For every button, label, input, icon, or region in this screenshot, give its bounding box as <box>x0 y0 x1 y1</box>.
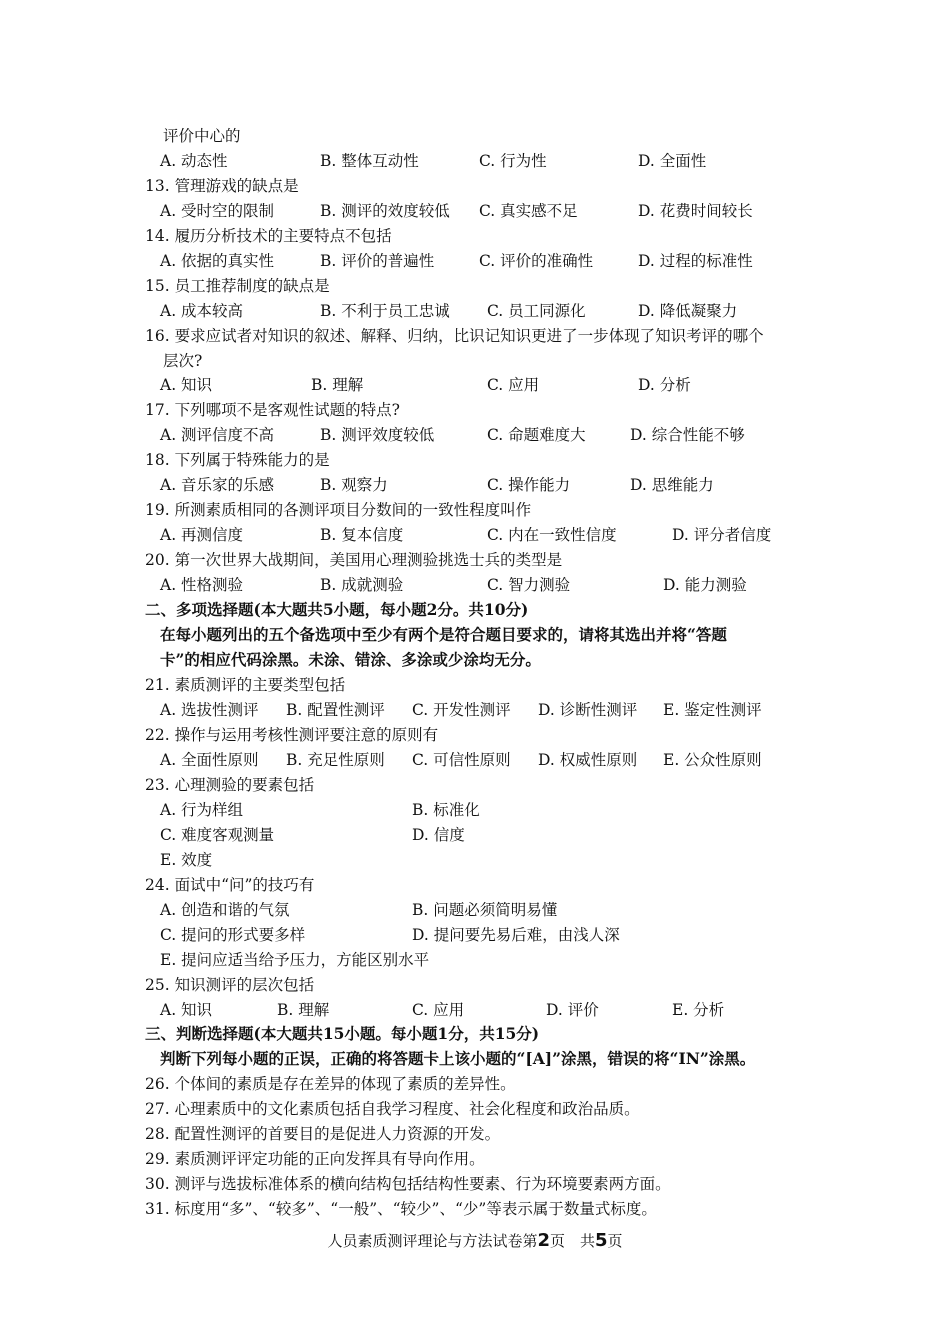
question-24: 24. 面试中“问”的技巧有 <box>145 876 315 894</box>
q15-option-c: C. 员工同源化 <box>487 302 586 320</box>
q15-option-b: B. 不利于员工忠诚 <box>320 302 450 320</box>
question-18: 18. 下列属于特殊能力的是 <box>145 451 330 469</box>
q20-option-a: A. 性格测验 <box>160 576 244 594</box>
q25-option-a: A. 知识 <box>160 1001 213 1019</box>
question-31: 31. 标度用“多”、“较多”、“一般”、“较少”、“少”等表示属于数量式标度。 <box>145 1200 657 1218</box>
question-27: 27. 心理素质中的文化素质包括自我学习程度、社会化程度和政治品质。 <box>145 1100 640 1118</box>
question-16: 16. 要求应试者对知识的叙述、解释、归纳，比识记知识更进了一步体现了知识考评的哪个 <box>145 327 764 345</box>
q17-option-c: C. 命题难度大 <box>487 426 586 444</box>
q13-option-b: B. 测评的效度较低 <box>320 202 450 220</box>
q24-option-c: C. 提问的形式要多样 <box>160 926 306 944</box>
q19-option-b: B. 复本信度 <box>320 526 404 544</box>
q13-option-a: A. 受时空的限制 <box>160 202 275 220</box>
q18-option-a: A. 音乐家的乐感 <box>160 476 275 494</box>
q23-option-d: D. 信度 <box>412 826 465 844</box>
question-13: 13. 管理游戏的缺点是 <box>145 177 299 195</box>
question-21: 21. 素质测评的主要类型包括 <box>145 676 346 694</box>
q14-option-b: B. 评价的普遍性 <box>320 252 435 270</box>
q21-option-b: B. 配置性测评 <box>286 701 385 719</box>
q20-option-b: B. 成就测验 <box>320 576 404 594</box>
q16-option-d: D. 分析 <box>638 376 691 394</box>
section-2-instruction: 在每小题列出的五个备选项中至少有两个是符合题目要求的，请将其选出并将“答题 <box>160 625 727 644</box>
question-28: 28. 配置性测评的首要目的是促进人力资源的开发。 <box>145 1125 501 1143</box>
q23-option-e: E. 效度 <box>160 851 213 869</box>
q24-option-e: E. 提问应适当给予压力，方能区别水平 <box>160 951 430 969</box>
q17-option-d: D. 综合性能不够 <box>630 426 745 444</box>
page-footer <box>0 1230 950 1252</box>
q24-option-a: A. 创造和谐的气氛 <box>160 901 290 919</box>
q12-option-c: C. 行为性 <box>479 152 547 170</box>
q24-option-d: D. 提问要先易后难，由浅人深 <box>412 926 620 944</box>
q12-option-d: D. 全面性 <box>638 152 707 170</box>
q22-option-a: A. 全面性原则 <box>160 751 259 769</box>
q15-option-a: A. 成本较高 <box>160 302 244 320</box>
q17-option-b: B. 测评效度较低 <box>320 426 435 444</box>
q25-option-b: B. 理解 <box>277 1001 330 1019</box>
q22-option-c: C. 可信性原则 <box>412 751 511 769</box>
q18-option-d: D. 思维能力 <box>630 476 714 494</box>
question-26: 26. 个体间的素质是存在差异的体现了素质的差异性。 <box>145 1075 516 1093</box>
footer-total-pages: 5 <box>595 1230 608 1251</box>
q23-option-b: B. 标准化 <box>412 801 480 819</box>
section-2-heading: 二、多项选择题(本大题共5小题，每小题2分。共10分) <box>145 600 529 619</box>
q14-option-c: C. 评价的准确性 <box>479 252 594 270</box>
q22-option-e: E. 公众性原则 <box>663 751 762 769</box>
footer-mid: 页 共 <box>549 1232 595 1250</box>
question-15: 15. 员工推荐制度的缺点是 <box>145 277 330 295</box>
q13-option-c: C. 真实感不足 <box>479 202 578 220</box>
question-30: 30. 测评与选拔标准体系的横向结构包括结构性要素、行为环境要素两方面。 <box>145 1175 671 1193</box>
q18-option-b: B. 观察力 <box>320 476 388 494</box>
q12-option-b: B. 整体互动性 <box>320 152 419 170</box>
question-23: 23. 心理测验的要素包括 <box>145 776 315 794</box>
q14-option-a: A. 依据的真实性 <box>160 252 275 270</box>
q22-option-b: B. 充足性原则 <box>286 751 385 769</box>
question-22: 22. 操作与运用考核性测评要注意的原则有 <box>145 726 439 744</box>
q25-option-d: D. 评价 <box>546 1001 599 1019</box>
footer-page-number: 2 <box>537 1230 550 1251</box>
q16-option-c: C. 应用 <box>487 376 540 394</box>
question-20: 20. 第一次世界大战期间，美国用心理测验挑选士兵的类型是 <box>145 551 563 569</box>
q21-option-a: A. 选拔性测评 <box>160 701 259 719</box>
q22-option-d: D. 权威性原则 <box>538 751 638 769</box>
section-3-instruction: 判断下列每小题的正误，正确的将答题卡上该小题的“[A]”涂黑，错误的将“IN”涂黑。 <box>160 1049 756 1068</box>
q19-option-c: C. 内在一致性信度 <box>487 526 617 544</box>
q21-option-c: C. 开发性测评 <box>412 701 511 719</box>
q16-option-a: A. 知识 <box>160 376 213 394</box>
question-19: 19. 所测素质相同的各测评项目分数间的一致性程度叫作 <box>145 501 532 519</box>
q16-option-b: B. 理解 <box>311 376 364 394</box>
q24-option-b: B. 问题必须简明易懂 <box>412 901 558 919</box>
question-16-cont: 层次? <box>163 352 203 370</box>
question-29: 29. 素质测评评定功能的正向发挥具有导向作用。 <box>145 1150 485 1168</box>
question-25: 25. 知识测评的层次包括 <box>145 976 315 994</box>
question-12-stem-tail: 评价中心的 <box>163 127 241 145</box>
q19-option-a: A. 再测信度 <box>160 526 244 544</box>
footer-suffix: 页 <box>607 1232 623 1250</box>
q23-option-a: A. 行为样组 <box>160 801 244 819</box>
q19-option-d: D. 评分者信度 <box>672 526 772 544</box>
q15-option-d: D. 降低凝聚力 <box>638 302 738 320</box>
q21-option-d: D. 诊断性测评 <box>538 701 638 719</box>
q21-option-e: E. 鉴定性测评 <box>663 701 762 719</box>
q23-option-c: C. 难度客观测量 <box>160 826 275 844</box>
section-2-instruction-cont: 卡”的相应代码涂黑。未涂、错涂、多涂或少涂均无分。 <box>160 650 541 669</box>
q25-option-e: E. 分析 <box>672 1001 725 1019</box>
q12-option-a: A. 动态性 <box>160 152 228 170</box>
footer-prefix: 人员素质测评理论与方法试卷第 <box>327 1232 538 1250</box>
q13-option-d: D. 花费时间较长 <box>638 202 753 220</box>
question-17: 17. 下列哪项不是客观性试题的特点? <box>145 401 400 419</box>
q20-option-d: D. 能力测验 <box>663 576 747 594</box>
q25-option-c: C. 应用 <box>412 1001 465 1019</box>
q17-option-a: A. 测评信度不高 <box>160 426 275 444</box>
q14-option-d: D. 过程的标准性 <box>638 252 753 270</box>
q18-option-c: C. 操作能力 <box>487 476 571 494</box>
question-14: 14. 履历分析技术的主要特点不包括 <box>145 227 392 245</box>
section-3-heading: 三、判断选择题(本大题共15小题。每小题1分，共15分) <box>145 1024 540 1043</box>
q20-option-c: C. 智力测验 <box>487 576 571 594</box>
